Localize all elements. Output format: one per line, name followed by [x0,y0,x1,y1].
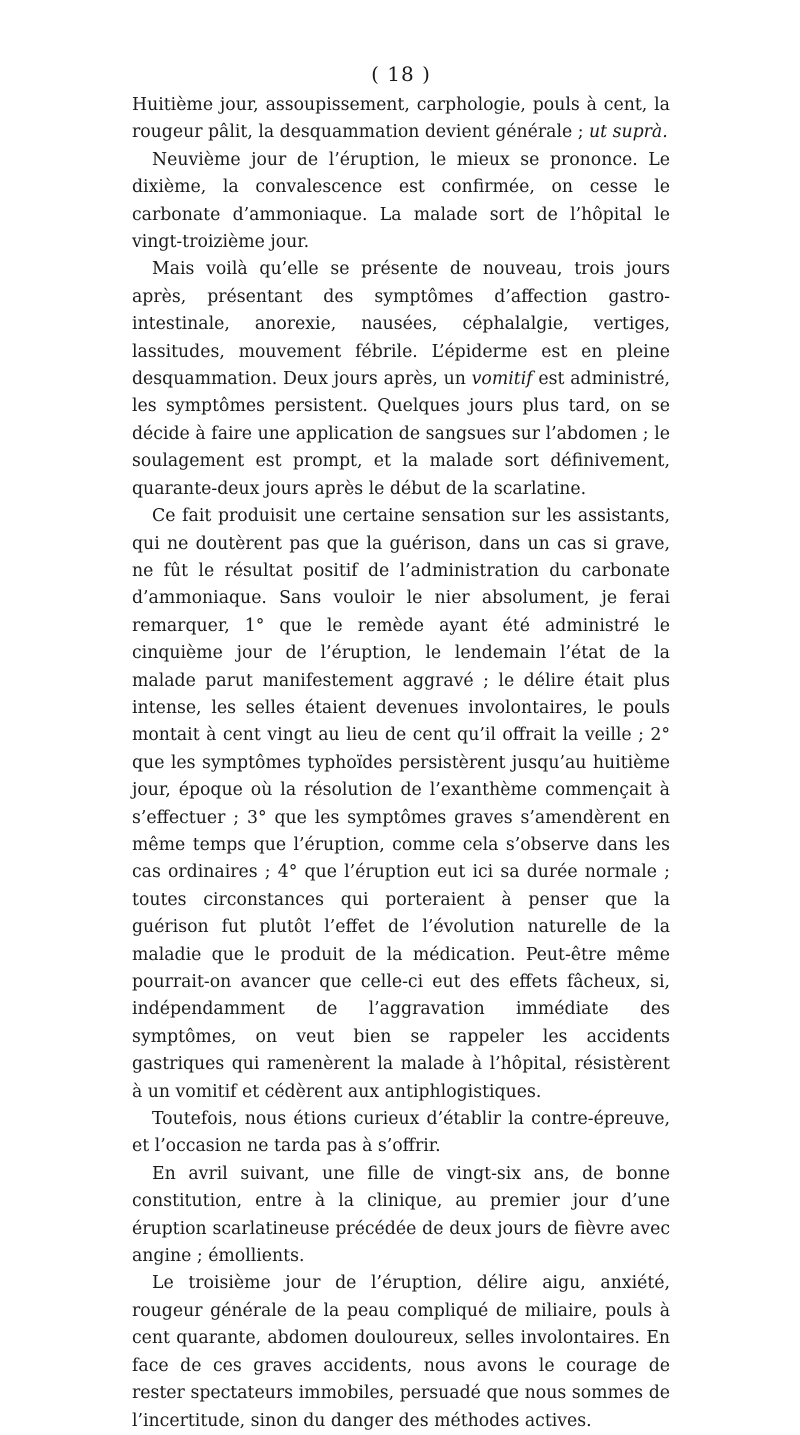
paragraph-5 [132,1106,670,1161]
italic-text: vomitif [471,369,533,390]
paragraph-3 [132,256,670,503]
paragraph-text: Ce fait produisit une certaine sensation sur les assistants, qui ne doutèrent pas que la guérison, dans un cas si grave, ne fût le résultat positif de l’administration du carbonate d’ammoniaque. Sans vouloir le nier absolument, je ferai remarquer, 1° que le remède ayant été administré le cinquième jour de l’éruption, le lendemain l’état de la malade parut manifestement aggravé ; le délire était plus intense, les selles étaient devenues involontaires, le pouls montait à cent vingt au lieu de cent qu’il offrait la veille ; 2° que les symptômes typhoïdes persistèrent jusqu’au huitième jour, époque où la résolution de l’exanthème commençait à s’effectuer ; 3° que les symptômes graves s’amendèrent en même temps que l’éruption, comme cela s’observe dans les cas ordinaires ; 4° que l’éruption eut ici sa durée normale ; toutes circonstances qui porteraient à penser que la guérison fut plutôt l’effet de l’évolution naturelle de la maladie que le produit de la médication. Peut-être même pourrait-on avancer que celle-ci eut des effets fâcheux, si, indépendamment de l’aggravation immédiate des symptômes, on veut bien se rappeler les accidents gastriques qui ramenèrent la malade à l’hôpital, résistèrent à un vomitif et cédèrent aux antiphlogistiques. [132,506,670,1102]
paragraph-2 [132,147,670,257]
page-number: ( 18 ) [371,62,431,86]
paragraph-6 [132,1161,670,1271]
paragraph-text: Huitième jour, assoupissement, carphologie, pouls à cent, la rougeur pâlit, la desquammation devient générale ; [132,95,670,143]
paragraph-text: En avril suivant, une fille de vingt-six ans, de bonne constitution, entre à la clinique, au premier jour d’une éruption scarlatineuse précédée de deux jours de fièvre avec angine ; émollients. [132,1163,670,1267]
paragraph-text: Toutefois, nous étions curieux d’établir la contre-épreuve, et l’occasion ne tarda pas à s’offrir. [132,1109,670,1157]
paragraph-4 [132,503,670,1106]
italic-text: ut suprà. [589,122,668,143]
paragraph-text: Neuvième jour de l’éruption, le mieux se prononce. Le dixième, la convalescence est confirmée, on cesse le carbonate d’ammoniaque. La malade sort de l’hôpital le vingt-troizième jour. [132,149,670,253]
paragraph-text: Le troisième jour de l’éruption, délire aigu, anxiété, rougeur générale de la peau compliqué de miliaire, pouls à cent quarante, abdomen douloureux, selles involontaires. En face de ces graves accidents, nous avons le courage de rester spectateurs immobiles, persuadé que nous sommes de l’incertitude, sinon du danger des méthodes actives. [132,1273,670,1431]
paragraph-1 [132,92,670,147]
paragraph-text: Mais voilà qu’elle se présente de nouveau, trois jours après, présentant des symptômes d’affection gastro-intestinale, anorexie, nausées, céphalalgie, vertiges, lassitudes, mouvement fébrile. L’épiderme est en pleine desquammation. Deux jours après, un [132,259,670,390]
paragraph-7 [132,1270,670,1434]
book-page [132,60,670,1435]
paragraph-text: est administré, les symptômes persistent. Quelques jours plus tard, on se décide à faire une application de sangsues sur l’abdomen ; le soulagement est prompt, et la malade sort définivement, quarante-deux jours après le début de la scarlatine. [132,369,670,499]
